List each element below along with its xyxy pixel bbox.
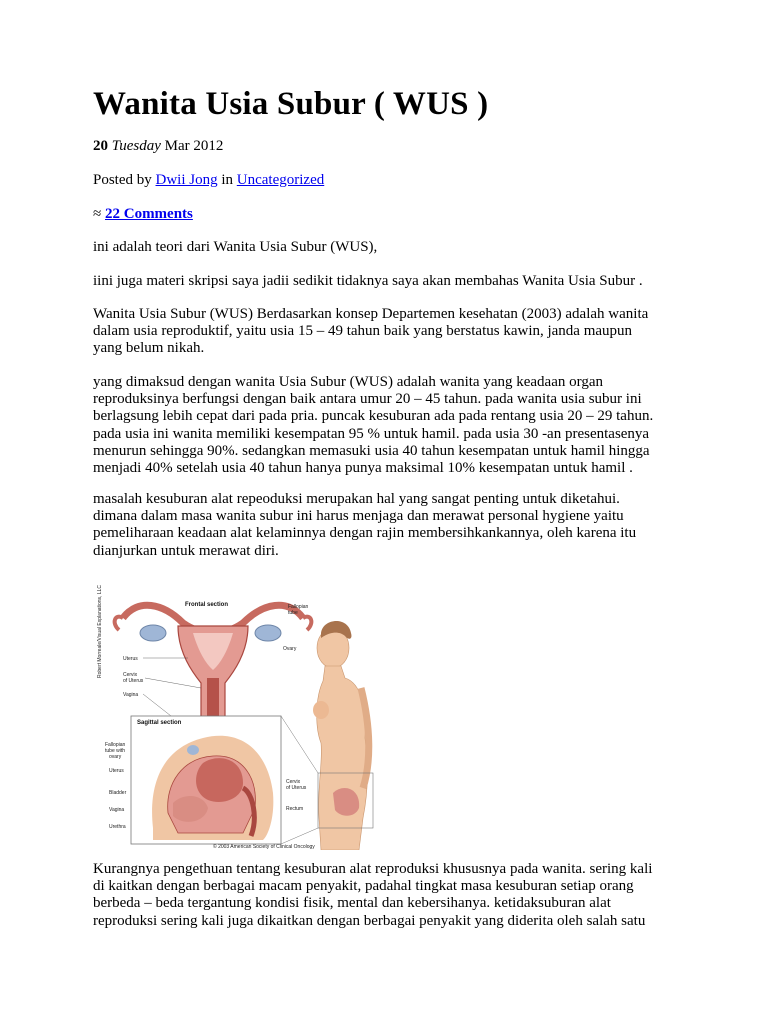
- paragraph-1: [93, 239, 693, 256]
- sagittal-section-title: Sagittal section: [137, 720, 182, 726]
- post-date: [93, 138, 223, 155]
- paragraph-6: [93, 861, 693, 930]
- label-uterus: Uterus: [123, 656, 138, 662]
- anatomy-svg: [93, 578, 383, 850]
- in-label: in: [221, 172, 234, 188]
- text-line: pemeliharaan keadaan alat kelaminnya dengan rajin membersihkankannya, oleh karena itu: [93, 525, 637, 542]
- label-s-tube-with: tube with: [105, 748, 126, 754]
- frontal-section-title: Frontal section: [185, 602, 229, 608]
- text-line: pada usia ini wanita memiliki kesempatan 95 % untuk hamil. pada usia 30 -an presentasenya: [93, 425, 650, 442]
- label-s-fallopian: Fallopian: [105, 742, 126, 748]
- text-line: berlagsung lebih cepat dari pada pria. puncak kesuburan ada pada rentang usia 20 – 29 tahun.: [93, 408, 654, 425]
- text-line: iini juga materi skripsi saya jadii sedikit tidaknya saya akan membahas Wanita Usia Subur .: [93, 273, 643, 289]
- label-of-uterus: of Uterus: [123, 678, 144, 684]
- paragraph-4: [93, 374, 693, 477]
- text-line: yang dimaksud dengan wanita Usia Subur (WUS) adalah wanita yang keadaan organ: [93, 374, 603, 390]
- anatomy-illustration: [93, 578, 383, 850]
- label-s-cervix: Cervix: [286, 779, 301, 785]
- author-link[interactable]: Dwii Jong: [155, 172, 218, 188]
- text-line: di kaitkan dengan berbagai macam penyakit, padahal tingkat masa kesuburan setiap orang: [93, 878, 634, 895]
- label-ovary: Ovary: [283, 646, 297, 652]
- date-weekday: Tuesday: [111, 138, 161, 154]
- paragraph-2: [93, 273, 693, 290]
- text-line: Kurangnya pengethuan tentang kesuburan alat reproduksi khususnya pada wanita. sering kali: [93, 861, 653, 877]
- female-figure-drawing: [313, 621, 373, 850]
- comments-line: [93, 206, 193, 223]
- date-day: 20: [93, 138, 108, 154]
- category-link[interactable]: Uncategorized: [236, 172, 325, 188]
- label-vagina: Vagina: [123, 692, 139, 698]
- text-line: ini adalah teori dari Wanita Usia Subur (WUS),: [93, 239, 378, 255]
- label-s-urethra: Urethra: [109, 824, 126, 830]
- figure-credit: Robert Morreale/Visual Explanations, LLC: [97, 584, 103, 678]
- label-s-of-uterus: of Uterus: [286, 785, 307, 791]
- label-s-uterus: Uterus: [109, 768, 124, 774]
- text-line: masalah kesuburan alat repeoduksi merupakan hal yang sangat penting untuk diketahui.: [93, 491, 620, 507]
- label-s-rectum: Rectum: [286, 806, 304, 812]
- date-month-year: Mar 2012: [164, 138, 224, 154]
- label-s-bladder: Bladder: [109, 790, 127, 796]
- text-line: yang belum nikah.: [93, 340, 205, 357]
- text-line: reproduksi sering kali juga dikaitkan dengan berbagai penyakit yang diderita oleh salah satu: [93, 912, 646, 929]
- label-tube: tube: [288, 610, 298, 616]
- post-title: Wanita Usia Subur ( WUS ): [93, 86, 489, 122]
- label-s-vagina: Vagina: [109, 807, 125, 813]
- text-line: reproduksinya berfungsi dengan baik antara umur 20 – 45 tahun. pada wanita usia subur ini: [93, 391, 642, 408]
- label-fallopian: Fallopian: [288, 604, 309, 610]
- text-line: menjadi 40% setelah usia 40 tahun hanya punya maksimal 10% kesempatan untuk hamil .: [93, 460, 633, 477]
- text-line: dalam usia reproduktif, yaitu usia 15 – 49 tahun baik yang berstatus kawin, janda maupun: [93, 323, 633, 340]
- post-author-line: [93, 172, 324, 189]
- label-cervix: Cervix: [123, 672, 138, 678]
- figure-copyright: © 2003 American Society of Clinical Oncology: [213, 844, 315, 850]
- text-line: dimana dalam masa wanita subur ini harus menjaga dan merawat personal hygiene yaitu: [93, 508, 624, 525]
- paragraph-5: [93, 491, 693, 560]
- comments-icon: ≈: [93, 206, 102, 222]
- text-line: Wanita Usia Subur (WUS) Berdasarkan konsep Departemen kesehatan (2003) adalah wanita: [93, 306, 649, 322]
- paragraph-3: [93, 306, 693, 358]
- posted-by-label: Posted by: [93, 172, 152, 188]
- comments-link[interactable]: 22 Comments: [104, 206, 193, 222]
- label-s-ovary: ovary: [109, 754, 122, 760]
- text-line: dianjurkan untuk merawat diri.: [93, 542, 279, 559]
- text-line: menurun sehingga 90%. sedangkan memasuki usia 40 tahun kesempatan untuk hamil hingga: [93, 442, 650, 459]
- text-line: berbeda – beda tergantung kondisi fisik, mental dan kebersihanya. ketidaksuburan alat: [93, 895, 611, 912]
